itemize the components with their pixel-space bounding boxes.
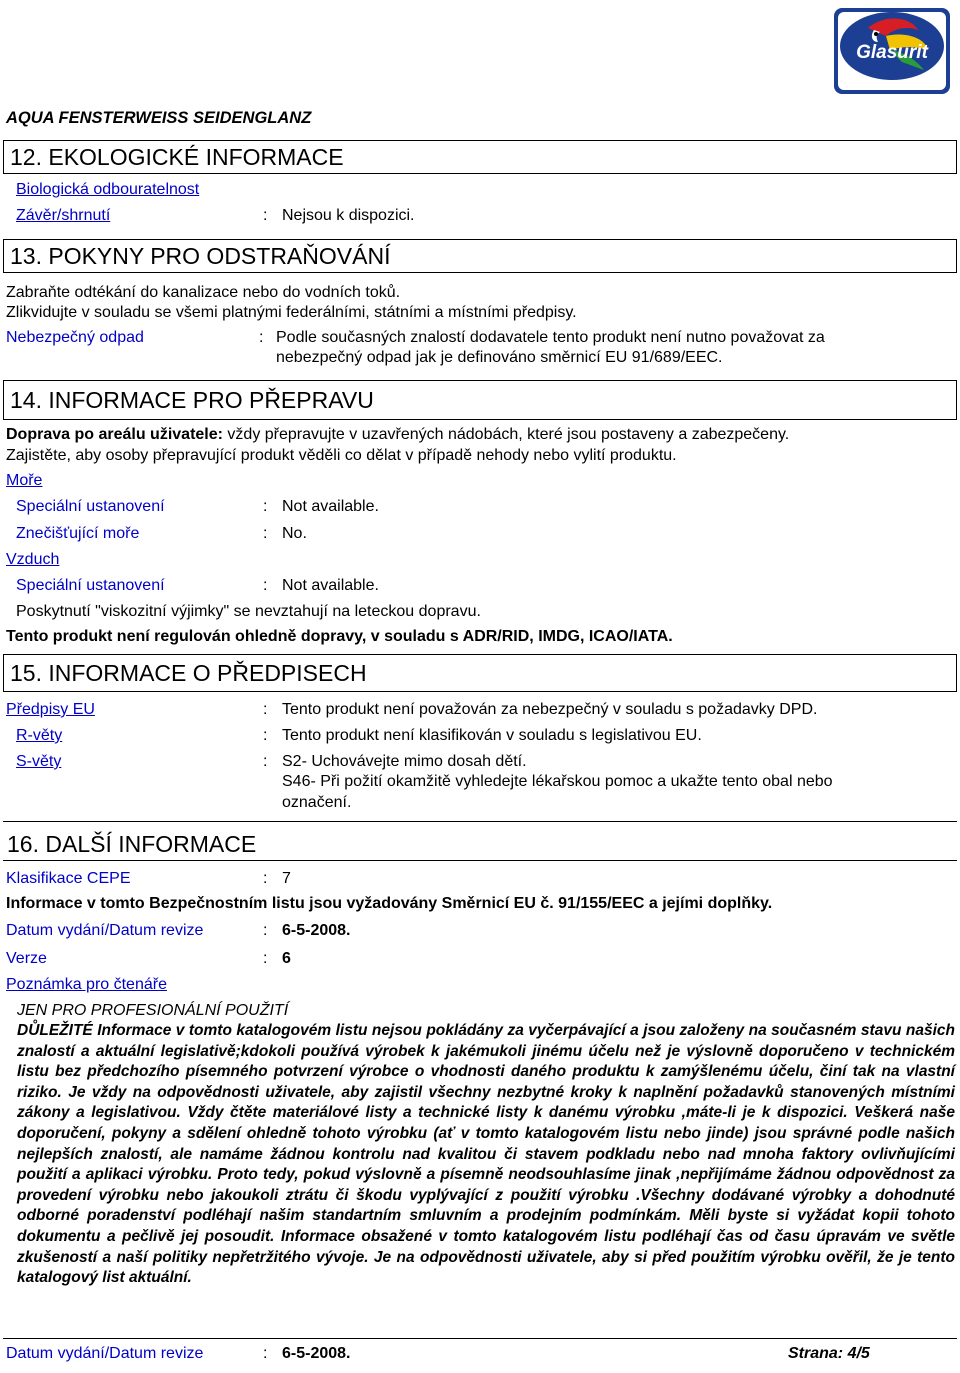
s-phrases-value-2: S46- Při požití okamžitě vyhledejte lékařskou pomoc a ukažte tento obal nebo [282, 773, 833, 790]
section-12-heading [3, 140, 957, 174]
version-value: 6 [282, 950, 291, 967]
important-disclaimer-text: DŮLEŽITÉ Informace v tomto katalogovém listu nejsou pokládány za vyčerpávající a jsou založeny na současném stavu našich znalostí a aktuální legislativě;kdokoli používá výrobek k jakémukoli jinému účelu než je výslovně doporučeno v technickém listu bez předchozího písemného potvrzení výrobce o vhodnosti daného produktu k zamýšlenému účelu, činí tak na vlastní riziko. Je vždy na odpovědnosti uživatele, aby zajistil všechny nezbytné kroky k naplnění požadavků stanovených místními zákony a legislativou. Vždy čtěte materiálové listy a technické listy k danému výrobku ,máte-li je k dispozici. Veškerá naše doporučení, pokyny a sdělení ohledně tohoto výrobku (ať v tomto katalogovém listu nebo jinde) jsou správné podle našich nejlepších znalostí, ale namáme žádnou kontrolu nad kvalitou či stavem podkladu nebo nad mnoha faktory ovlivňujícími použití a aplikaci výrobku. Proto tedy, pokud výslovně a písemně neodsouhlasíme jinak ,nepřijímáme žádnou odpovědnost za provedení výrobku nebo jakoukoli ztrátu či škodu vyplývající z použití výrobku .Všechny dodávané výrobky a dohodnuté odborné poradenství podléhají našim standartním smluvním a prodejním podmínkám. Měli byste si vyžádat kopii tohoto dokumentu a pečlivě jej posoudit. Informace obsažené v tomto katalogovém listu podléhají čas od času úpravám ve světle zkušeností a naší politiky nepřetržitého vývoje. Je na odpovědnosti uživatele, aby si před použitím výrobku ověřil, že je tento katalogový list aktuální. [17, 1022, 955, 1287]
r-phrases-value: Tento produkt není klasifikován v souladu s legislativou EU. [282, 727, 702, 744]
section-15-heading [3, 654, 957, 692]
page-number: Strana: 4/5 [788, 1345, 870, 1362]
user-transport-line [6, 426, 789, 444]
hazardous-waste-label: Nebezpečný odpad [6, 329, 144, 346]
separator: : [263, 950, 268, 967]
separator: : [263, 498, 268, 515]
professional-use-note: JEN PRO PROFESIONÁLNÍ POUŽITÍ [17, 1002, 289, 1019]
separator: : [263, 870, 268, 887]
hazardous-waste-value-1: Podle současných znalostí dodavatele tento produkt není nutno považovat za [276, 329, 825, 346]
marine-pollutant-value: No. [282, 525, 307, 542]
directive-info-line: Informace v tomto Bezpečnostním listu jsou vyžadovány Směrnicí EU č. 91/155/EEC a jejími doplňky. [6, 895, 773, 912]
sea-special-label: Speciální ustanovení [16, 498, 165, 515]
r-phrases-link[interactable]: R-věty [16, 727, 63, 744]
sea-special-value: Not available. [282, 498, 379, 515]
separator: : [263, 701, 268, 718]
separator: : [263, 577, 268, 594]
air-note: Poskytnutí "viskozitní výjimky" se nevztahují na leteckou dopravu. [16, 603, 481, 620]
section-12-title: 12. EKOLOGICKÉ INFORMACE [10, 144, 344, 170]
section-13-heading [3, 239, 957, 273]
separator: : [263, 1345, 268, 1362]
section-13-title: 13. POKYNY PRO ODSTRAŇOVÁNÍ [10, 243, 391, 269]
reader-note-link[interactable]: Poznámka pro čtenáře [6, 976, 167, 993]
footer-divider [3, 1338, 957, 1339]
hazardous-waste-value-2: nebezpečný odpad jak je definováno směrnicí EU 91/689/EEC. [276, 349, 723, 366]
separator: : [263, 753, 268, 770]
air-special-value: Not available. [282, 577, 379, 594]
version-label: Verze [6, 950, 47, 967]
section-14-heading [3, 380, 957, 420]
product-name: AQUA FENSTERWEISS SEIDENGLANZ [6, 109, 312, 127]
cepe-label: Klasifikace CEPE [6, 870, 131, 887]
important-disclaimer [17, 1021, 955, 1289]
separator: : [263, 727, 268, 744]
conclusion-value: Nejsou k dispozici. [282, 207, 415, 224]
air-link[interactable]: Vzduch [6, 551, 60, 568]
section-16-heading [3, 821, 957, 861]
conclusion-label[interactable]: Závěr/shrnutí [16, 207, 111, 224]
sea-link[interactable]: Moře [6, 472, 43, 489]
section-15-title: 15. INFORMACE O PŘEDPISECH [10, 660, 367, 686]
eu-regulations-link[interactable]: Předpisy EU [6, 701, 95, 718]
section-16-title: 16. DALŠÍ INFORMACE [7, 831, 257, 857]
cepe-value: 7 [282, 870, 291, 887]
disposal-line-1: Zabraňte odtékání do kanalizace nebo do vodních toků. [6, 284, 401, 301]
separator: : [263, 207, 268, 224]
issue-date-value: 6-5-2008. [282, 922, 351, 939]
user-transport-value: vždy přepravujte v uzavřených nádobách, které jsou postaveny a zabezpečeny. [227, 426, 790, 443]
separator: : [263, 922, 268, 939]
logo-text: Glasurit [856, 42, 928, 63]
marine-pollutant-label: Znečišťující moře [16, 525, 140, 542]
eu-regulations-value: Tento produkt není považován za nebezpečný v souladu s požadavky DPD. [282, 701, 818, 718]
issue-date-label: Datum vydání/Datum revize [6, 922, 204, 939]
section-14-title: 14. INFORMACE PRO PŘEPRAVU [10, 387, 374, 413]
air-special-label: Speciální ustanovení [16, 577, 165, 594]
user-transport-line-2: Zajistěte, aby osoby přepravující produkt věděli co dělat v případě nehody nebo vylití produktu. [6, 447, 677, 464]
biodegradability-link[interactable]: Biologická odbouratelnost [16, 181, 200, 198]
separator: : [263, 525, 268, 542]
footer-date-value: 6-5-2008. [282, 1345, 351, 1362]
user-transport-label: Doprava po areálu uživatele: [6, 426, 223, 443]
s-phrases-value-1: S2- Uchovávejte mimo dosah dětí. [282, 753, 527, 770]
footer-date-label: Datum vydání/Datum revize [6, 1345, 204, 1362]
s-phrases-value-3: označení. [282, 794, 352, 811]
separator: : [259, 329, 264, 346]
disposal-line-2: Zlikvidujte v souladu se všemi platnými federálními, státními a místními předpisy. [6, 304, 577, 321]
regulation-note: Tento produkt není regulován ohledně dopravy, v souladu s ADR/RID, IMDG, ICAO/IATA. [6, 628, 673, 645]
s-phrases-link[interactable]: S-věty [16, 753, 62, 770]
